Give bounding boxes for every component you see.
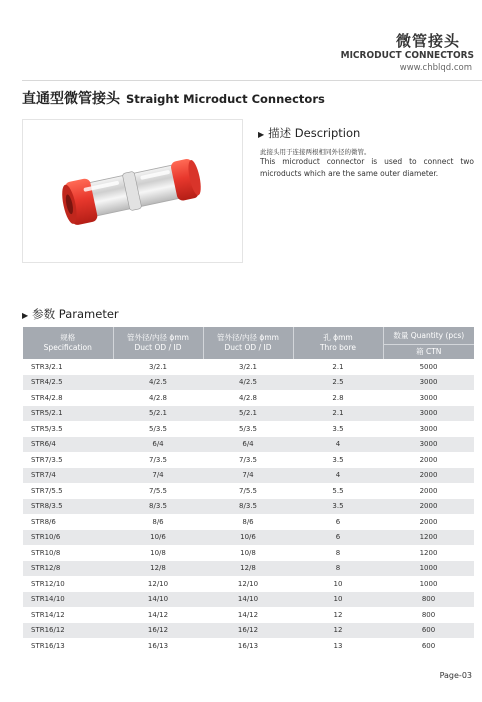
table-row	[23, 359, 474, 375]
table-cell: 1200	[419, 548, 438, 557]
col-header-duct2: 管外径/内径 ϕmm Duct OD / ID	[203, 327, 293, 359]
col-header-duct1: 管外径/内径 ϕmm Duct OD / ID	[113, 327, 203, 359]
table-cell: 5/3.5	[239, 424, 257, 433]
table-cell: 13	[333, 641, 343, 650]
table-row	[23, 638, 474, 654]
table-row	[23, 561, 474, 577]
table-cell: 2.1	[293, 406, 383, 422]
table-cell: 8	[335, 548, 341, 557]
table-cell: 14/10	[113, 592, 203, 608]
table-cell: 1000	[419, 579, 438, 588]
table-cell: STR16/13	[31, 641, 65, 650]
table-cell: STR12/8	[23, 561, 113, 577]
table-cell: 3/2.1	[149, 362, 167, 371]
page-title	[22, 88, 325, 108]
table-cell: STR8/6	[31, 517, 56, 526]
table-cell: 7/5.5	[149, 486, 167, 495]
table-cell: 6	[335, 517, 341, 526]
table-cell: 2000	[419, 486, 438, 495]
table-cell: 10	[333, 579, 343, 588]
header-brand-cn: 微管接头	[395, 32, 460, 50]
parameter-table	[23, 327, 474, 654]
table-cell: 10/8	[240, 548, 256, 557]
table-cell: 10	[293, 592, 383, 608]
table-cell: 1000	[383, 561, 474, 577]
table-cell: 14/12	[237, 610, 259, 619]
description-heading-text: 描述 Description	[268, 126, 361, 140]
table-cell: STR5/3.5	[31, 424, 63, 433]
title-cn: 直通型微管接头	[22, 91, 120, 107]
col-header-spec: 规格 Specification	[23, 327, 113, 359]
table-row	[23, 421, 474, 437]
table-cell: 4/2.8	[239, 393, 257, 402]
table-cell: 6/4	[203, 437, 293, 453]
table-cell: 4	[293, 468, 383, 484]
table-cell: 10/8	[150, 548, 166, 557]
parameter-heading-text: 参数 Parameter	[32, 307, 119, 321]
header-brand-en: MICRODUCT CONNECTORS	[340, 50, 474, 61]
table-row	[23, 623, 474, 639]
table-row	[23, 499, 474, 515]
table-cell: 2000	[383, 468, 474, 484]
table-cell: 5000	[419, 362, 438, 371]
table-cell: 12/10	[147, 579, 169, 588]
table-row	[23, 576, 474, 592]
table-cell: STR14/10	[23, 592, 113, 608]
table-cell: 1200	[383, 530, 474, 546]
table-cell: 3000	[383, 437, 474, 453]
table-row	[23, 545, 474, 561]
table-cell: STR5/2.1	[23, 406, 113, 422]
table-cell: STR14/12	[31, 610, 65, 619]
table-row	[23, 375, 474, 391]
table-cell: 800	[421, 610, 436, 619]
table-cell: 8/3.5	[113, 499, 203, 515]
table-cell: 12/8	[203, 561, 293, 577]
header-url: www.chblqd.com	[399, 63, 472, 73]
table-cell: 3000	[419, 393, 438, 402]
table-cell: 8/3.5	[203, 499, 293, 515]
table-cell: 8/6	[242, 517, 254, 526]
table-cell: 8	[293, 561, 383, 577]
product-photo	[22, 119, 243, 263]
table-cell: 4/2.8	[149, 393, 167, 402]
parameter-heading	[22, 306, 119, 322]
table-cell: 5/2.1	[113, 406, 203, 422]
table-row	[23, 452, 474, 468]
table-cell: 10/6	[113, 530, 203, 546]
table-cell: 6	[293, 530, 383, 546]
table-cell: 3.5	[293, 499, 383, 515]
table-cell: 7/4	[203, 468, 293, 484]
table-cell: 3/2.1	[239, 362, 257, 371]
table-cell: 2.8	[332, 393, 344, 402]
page-number: Page-03	[439, 671, 472, 680]
table-cell: 600	[383, 623, 474, 639]
col-header-ctn: 箱 CTN	[383, 345, 474, 360]
triangle-bullet-icon: ▶	[22, 311, 29, 320]
table-row	[23, 390, 474, 406]
table-cell: 7/3.5	[239, 455, 257, 464]
table-cell: STR7/5.5	[31, 486, 63, 495]
table-cell: 14/10	[203, 592, 293, 608]
table-cell: 16/13	[237, 641, 259, 650]
table-row	[23, 592, 474, 608]
description-text-en: This microduct connector is used to connect two microducts which are the same outer diameter.	[260, 157, 474, 178]
table-row	[23, 514, 474, 530]
table-cell: 3000	[383, 375, 474, 391]
table-cell: 6/4	[113, 437, 203, 453]
table-cell: STR6/4	[23, 437, 113, 453]
table-cell: STR10/6	[23, 530, 113, 546]
description-heading	[258, 125, 360, 141]
table-cell: 16/12	[203, 623, 293, 639]
table-cell: STR4/2.5	[23, 375, 113, 391]
table-cell: STR16/12	[23, 623, 113, 639]
table-cell: 12	[333, 610, 343, 619]
connector-illustration	[23, 120, 242, 262]
table-cell: 5/2.1	[203, 406, 293, 422]
table-cell: 3000	[383, 406, 474, 422]
table-cell: 12/10	[237, 579, 259, 588]
table-cell: STR4/2.8	[31, 393, 63, 402]
table-row	[23, 437, 474, 453]
title-en: Straight Microduct Connectors	[126, 92, 325, 106]
table-cell: 3.5	[332, 424, 344, 433]
table-cell: 7/3.5	[149, 455, 167, 464]
triangle-bullet-icon: ▶	[258, 130, 265, 139]
table-cell: 4/2.5	[113, 375, 203, 391]
table-cell: 7/5.5	[239, 486, 257, 495]
header-divider	[22, 80, 482, 81]
table-row	[23, 483, 474, 499]
table-cell: STR3/2.1	[31, 362, 63, 371]
table-cell: 4	[293, 437, 383, 453]
table-cell: 2000	[419, 517, 438, 526]
table-cell: 14/12	[147, 610, 169, 619]
table-cell: STR7/3.5	[31, 455, 63, 464]
table-cell: STR10/8	[31, 548, 61, 557]
table-cell: 3.5	[332, 455, 344, 464]
description-text-cn: 此接头用于连接两根相同外径的微管。	[260, 148, 371, 156]
table-cell: 2000	[383, 499, 474, 515]
table-cell: STR12/10	[31, 579, 65, 588]
table-cell: 3000	[419, 424, 438, 433]
table-cell: 12/8	[113, 561, 203, 577]
table-cell: 16/13	[147, 641, 169, 650]
table-cell: 4/2.5	[203, 375, 293, 391]
table-row	[23, 468, 474, 484]
table-cell: 5/3.5	[149, 424, 167, 433]
table-cell: 600	[421, 641, 436, 650]
table-cell: 8/6	[152, 517, 164, 526]
table-cell: 7/4	[113, 468, 203, 484]
table-cell: STR8/3.5	[23, 499, 113, 515]
col-header-qty: 数量 Quantity (pcs)	[383, 327, 474, 345]
table-cell: 10/6	[203, 530, 293, 546]
table-cell: 2.1	[332, 362, 344, 371]
table-cell: 2.5	[293, 375, 383, 391]
table-cell: 800	[383, 592, 474, 608]
table-cell: STR7/4	[23, 468, 113, 484]
table-row	[23, 406, 474, 422]
table-cell: 2000	[419, 455, 438, 464]
table-row	[23, 607, 474, 623]
table-cell: 12	[293, 623, 383, 639]
table-cell: 16/12	[113, 623, 203, 639]
col-header-bore: 孔 ϕmm Thro bore	[293, 327, 383, 359]
table-cell: 5.5	[332, 486, 344, 495]
table-row	[23, 530, 474, 546]
